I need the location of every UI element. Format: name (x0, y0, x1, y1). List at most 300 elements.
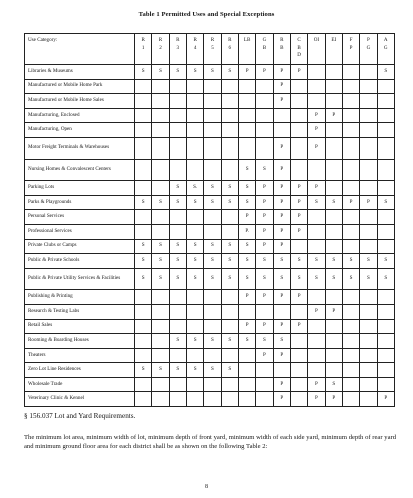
permission-cell: P (256, 348, 273, 363)
permission-cell (325, 290, 342, 305)
table-row (25, 304, 395, 319)
permission-cell (290, 108, 307, 123)
table-row (25, 348, 395, 363)
use-category-cell: Public & Private Schools (25, 254, 135, 269)
permission-cell: S (152, 65, 169, 80)
permission-cell (256, 108, 273, 123)
permission-cell: S (186, 334, 203, 349)
permission-cell (342, 79, 359, 94)
permission-cell: P (273, 377, 290, 392)
permission-cell (204, 108, 221, 123)
column-header-text: OI (313, 37, 320, 43)
table-row (25, 65, 395, 80)
permission-cell (221, 108, 238, 123)
permission-cell (342, 348, 359, 363)
permission-cell: P (238, 210, 255, 225)
table-row (25, 290, 395, 305)
permission-cell: P (308, 181, 325, 196)
permission-cell (256, 392, 273, 407)
permission-cell: S (135, 65, 152, 80)
permission-cell (325, 65, 342, 80)
permission-cell: P (308, 392, 325, 407)
permission-cell: S (273, 268, 290, 290)
permission-cell (290, 79, 307, 94)
permission-cell (342, 159, 359, 181)
table-row (25, 195, 395, 210)
permission-cell (152, 159, 169, 181)
permission-cell: S (325, 254, 342, 269)
permission-cell (152, 224, 169, 239)
permission-cell (238, 123, 255, 138)
permission-cell: S (360, 254, 377, 269)
permission-cell (377, 319, 394, 334)
permission-cell: S (342, 254, 359, 269)
permission-cell: S (169, 363, 186, 378)
use-category-cell: Parks & Playgrounds (25, 195, 135, 210)
permission-cell (377, 159, 394, 181)
permission-cell: P (290, 319, 307, 334)
permission-cell (186, 94, 203, 109)
use-category-cell: Public & Private Utility Services & Facilities (25, 268, 135, 290)
permission-cell (238, 392, 255, 407)
section-heading: § 156.037 Lot and Yard Requirements. (24, 412, 136, 420)
permission-cell (204, 224, 221, 239)
permission-cell (290, 304, 307, 319)
permission-cell (238, 377, 255, 392)
permission-cell (238, 363, 255, 378)
permission-cell (152, 137, 169, 159)
use-category-cell: Professional Services (25, 224, 135, 239)
permission-cell (238, 79, 255, 94)
permission-cell (290, 94, 307, 109)
permission-cell (308, 290, 325, 305)
permission-cell: S (290, 254, 307, 269)
permission-cell (377, 108, 394, 123)
permission-cell (290, 392, 307, 407)
table-row (25, 319, 395, 334)
permission-cell (135, 159, 152, 181)
permission-cell: P (273, 94, 290, 109)
column-header (342, 34, 359, 65)
permission-cell: S (204, 195, 221, 210)
permission-cell (360, 108, 377, 123)
use-category-cell: Manufactured or Mobile Home Park (25, 79, 135, 94)
permission-cell (221, 377, 238, 392)
column-header-text: R (280, 37, 284, 43)
permission-cell (169, 137, 186, 159)
permission-cell (152, 377, 169, 392)
table-row (25, 159, 395, 181)
permission-cell: S (308, 195, 325, 210)
permission-cell (152, 79, 169, 94)
permission-cell (308, 319, 325, 334)
column-header-text: G (262, 37, 267, 43)
permission-cell: P (256, 195, 273, 210)
permission-cell (360, 65, 377, 80)
permission-cell (325, 137, 342, 159)
permission-cell (342, 334, 359, 349)
permission-cell: S (186, 363, 203, 378)
permission-cell (135, 290, 152, 305)
permission-cell: S (169, 195, 186, 210)
table-row (25, 334, 395, 349)
permission-cell: S (169, 254, 186, 269)
permission-cell (308, 348, 325, 363)
permission-cell (342, 210, 359, 225)
permission-cell (221, 210, 238, 225)
permission-cell (152, 94, 169, 109)
table-row (25, 239, 395, 254)
permission-cell (290, 137, 307, 159)
permission-cell (290, 123, 307, 138)
column-header (221, 34, 238, 65)
permission-cell (377, 377, 394, 392)
table-row (25, 392, 395, 407)
permission-cell (360, 137, 377, 159)
permission-cell: P (273, 348, 290, 363)
permission-cell (290, 239, 307, 254)
column-header-text: 2 (159, 44, 162, 51)
permission-cell: S (152, 268, 169, 290)
permission-cell (360, 334, 377, 349)
permission-cell (290, 159, 307, 181)
permission-cell (256, 377, 273, 392)
permission-cell (152, 210, 169, 225)
permission-cell: S (325, 195, 342, 210)
permission-cell (204, 123, 221, 138)
use-category-cell: Wholesale Trade (25, 377, 135, 392)
permission-cell: S (152, 363, 169, 378)
permission-cell: P (290, 290, 307, 305)
permission-cell (256, 94, 273, 109)
table-row (25, 137, 395, 159)
permission-cell (325, 319, 342, 334)
column-header-text: G (366, 44, 371, 51)
permission-cell (342, 123, 359, 138)
permission-cell (135, 224, 152, 239)
permission-cell: S (169, 268, 186, 290)
permission-cell (135, 319, 152, 334)
permission-cell (273, 123, 290, 138)
column-header-text: R (141, 37, 145, 43)
permission-cell (325, 210, 342, 225)
permission-cell (377, 181, 394, 196)
permission-cell: S (238, 181, 255, 196)
permission-cell (256, 123, 273, 138)
permission-cell (135, 123, 152, 138)
permission-cell: S (221, 181, 238, 196)
column-header-text: C (297, 37, 301, 43)
use-category-cell: Rooming & Boarding Houses (25, 334, 135, 349)
table-row (25, 79, 395, 94)
permission-cell (204, 79, 221, 94)
permission-cell (308, 334, 325, 349)
permission-cell (221, 348, 238, 363)
use-category-cell: Nursing Homes & Convalescent Centers (25, 159, 135, 181)
permission-cell (273, 108, 290, 123)
column-header-text: G (383, 44, 388, 51)
permission-cell: S (238, 239, 255, 254)
permission-cell (360, 348, 377, 363)
permission-cell (169, 94, 186, 109)
permission-cell: S (273, 334, 290, 349)
permission-cell (169, 79, 186, 94)
permission-cell (221, 94, 238, 109)
permission-cell: P (273, 290, 290, 305)
permission-cell: S (152, 195, 169, 210)
permission-cell (238, 137, 255, 159)
permission-cell: S (152, 254, 169, 269)
permission-cell (186, 224, 203, 239)
permission-cell (186, 210, 203, 225)
permission-cell (342, 392, 359, 407)
permission-cell (308, 210, 325, 225)
permission-cell: P (308, 304, 325, 319)
permission-cell: P (273, 239, 290, 254)
column-header (308, 34, 325, 65)
permission-cell (221, 224, 238, 239)
permission-cell (238, 108, 255, 123)
permission-cell (169, 319, 186, 334)
permission-cell (308, 65, 325, 80)
permission-cell (325, 239, 342, 254)
permission-cell (377, 224, 394, 239)
permission-cell (342, 94, 359, 109)
permission-cell: P (256, 319, 273, 334)
permission-cell: P (273, 195, 290, 210)
column-header-text: B (280, 44, 284, 51)
permission-cell (342, 304, 359, 319)
table-body (25, 65, 395, 407)
permission-cell (377, 304, 394, 319)
column-header (204, 34, 221, 65)
permission-cell: P (273, 224, 290, 239)
permission-cell: S (238, 195, 255, 210)
permission-cell (290, 334, 307, 349)
permission-cell (186, 79, 203, 94)
permission-cell: S (186, 65, 203, 80)
permission-cell (360, 79, 377, 94)
permission-cell (256, 363, 273, 378)
permission-cell: P (377, 392, 394, 407)
permission-cell (342, 65, 359, 80)
column-header (256, 34, 273, 65)
permission-cell (204, 348, 221, 363)
permission-cell (135, 392, 152, 407)
column-header-text: 6 (228, 44, 232, 51)
permission-cell: S (221, 334, 238, 349)
permission-cell (204, 304, 221, 319)
permission-cell (221, 79, 238, 94)
permitted-uses-table (24, 33, 395, 407)
column-header-text: R (228, 37, 232, 43)
permission-cell (377, 94, 394, 109)
permission-cell (325, 348, 342, 363)
permission-cell (360, 377, 377, 392)
column-header-text: R (210, 37, 215, 43)
permission-cell (204, 319, 221, 334)
use-category-cell: Personal Services (25, 210, 135, 225)
column-header-text: R (193, 37, 197, 43)
permission-cell (169, 210, 186, 225)
permission-cell (325, 123, 342, 138)
permission-cell (135, 304, 152, 319)
column-header-text: B (297, 44, 301, 51)
column-header (169, 34, 186, 65)
column-header (273, 34, 290, 65)
permission-cell (169, 392, 186, 407)
permission-cell (135, 137, 152, 159)
permission-cell (342, 108, 359, 123)
permission-cell (377, 210, 394, 225)
permission-cell: P (290, 65, 307, 80)
permission-cell: S (204, 239, 221, 254)
column-header-text: A (383, 37, 388, 43)
permission-cell (204, 377, 221, 392)
permission-cell: P (273, 319, 290, 334)
permission-cell (377, 348, 394, 363)
permission-cell: P (238, 65, 255, 80)
permission-cell (135, 348, 152, 363)
permission-cell: S (169, 239, 186, 254)
permission-cell (152, 181, 169, 196)
column-header (238, 34, 255, 65)
table-row (25, 268, 395, 290)
permission-cell: S (377, 65, 394, 80)
permission-cell (135, 377, 152, 392)
permission-cell (325, 159, 342, 181)
permission-cell (325, 334, 342, 349)
column-header-text: D (297, 52, 301, 58)
permission-cell: S (221, 195, 238, 210)
permission-cell (308, 224, 325, 239)
permission-cell (135, 94, 152, 109)
permission-cell: S. (186, 181, 203, 196)
table-row (25, 224, 395, 239)
column-header (360, 34, 377, 65)
permission-cell: S (273, 254, 290, 269)
permission-cell: P (290, 210, 307, 225)
permission-cell (186, 319, 203, 334)
permission-cell (290, 348, 307, 363)
permission-cell: S (342, 268, 359, 290)
table-row (25, 363, 395, 378)
permission-cell: S (290, 268, 307, 290)
permission-cell (308, 79, 325, 94)
permission-cell: S (135, 254, 152, 269)
column-header (325, 34, 342, 65)
permission-cell: S (221, 65, 238, 80)
permission-cell (186, 377, 203, 392)
permission-cell (342, 319, 359, 334)
permission-cell (256, 79, 273, 94)
permission-cell (360, 210, 377, 225)
permission-cell (152, 304, 169, 319)
permission-cell (221, 123, 238, 138)
permission-cell (325, 79, 342, 94)
permission-cell: S (256, 334, 273, 349)
permission-cell (238, 348, 255, 363)
permission-cell (186, 304, 203, 319)
page-number: 8 (205, 484, 208, 490)
permission-cell (308, 239, 325, 254)
permission-cell: P (290, 224, 307, 239)
permission-cell: S (325, 268, 342, 290)
permission-cell: S (169, 334, 186, 349)
column-header-text: 3 (176, 44, 180, 51)
permission-cell (308, 363, 325, 378)
permission-cell (377, 123, 394, 138)
column-header-text: B (262, 44, 267, 51)
permission-cell: P (308, 123, 325, 138)
permission-cell (169, 348, 186, 363)
permission-cell (169, 224, 186, 239)
use-category-cell: Libraries & Museums (25, 65, 135, 80)
permission-cell: S (204, 334, 221, 349)
permission-cell: S (325, 377, 342, 392)
permission-cell (221, 319, 238, 334)
permission-cell: P (342, 195, 359, 210)
permission-cell (342, 290, 359, 305)
permission-cell: P (273, 159, 290, 181)
permission-cell: P (273, 392, 290, 407)
permission-cell (273, 304, 290, 319)
permission-cell (377, 79, 394, 94)
permission-cell: S (152, 239, 169, 254)
permission-cell: P (256, 65, 273, 80)
table-title: Table 1 Permitted Uses and Special Exceptions (138, 11, 275, 18)
permission-cell: S (238, 159, 255, 181)
permission-cell: P (325, 392, 342, 407)
use-category-cell: Manufactured or Mobile Home Sales (25, 94, 135, 109)
permission-cell: S (256, 268, 273, 290)
use-category-cell: Veterinary Clinic & Kennel (25, 392, 135, 407)
permission-cell (186, 123, 203, 138)
permission-cell (169, 290, 186, 305)
permission-cell: P (308, 377, 325, 392)
permission-cell: P (238, 319, 255, 334)
permission-cell (169, 377, 186, 392)
permission-cell (238, 94, 255, 109)
permission-cell: P (256, 224, 273, 239)
permission-cell (360, 239, 377, 254)
permission-cell (377, 363, 394, 378)
permission-cell (186, 348, 203, 363)
permission-cell: P (273, 137, 290, 159)
permission-cell (256, 137, 273, 159)
permission-cell (186, 290, 203, 305)
permission-cell (342, 363, 359, 378)
column-header (186, 34, 203, 65)
permission-cell: P (273, 79, 290, 94)
table-row (25, 254, 395, 269)
use-category-cell: Motor Freight Terminals & Warehouses (25, 137, 135, 159)
permission-cell: P (360, 195, 377, 210)
permission-cell (152, 290, 169, 305)
permission-cell (221, 137, 238, 159)
permission-cell (204, 94, 221, 109)
permission-cell: S (377, 195, 394, 210)
use-category-cell: Theaters (25, 348, 135, 363)
permission-cell (186, 108, 203, 123)
column-header (135, 34, 152, 65)
table-row (25, 181, 395, 196)
column-header-text: 5 (211, 44, 214, 51)
permission-cell (360, 224, 377, 239)
permission-cell: S (169, 181, 186, 196)
permission-cell: S (204, 65, 221, 80)
permission-cell (169, 159, 186, 181)
